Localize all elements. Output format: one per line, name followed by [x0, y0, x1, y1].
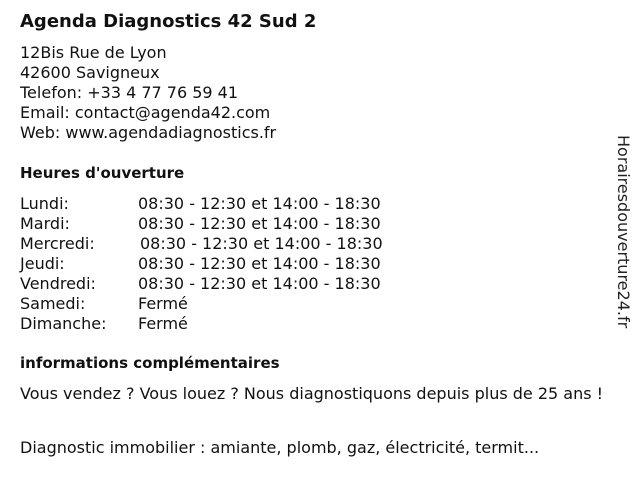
web-line: Web: www.agendadiagnostics.fr: [20, 123, 277, 142]
hours-row-mercredi: [20, 234, 610, 254]
day-label: Mardi:: [20, 214, 70, 233]
hours-heading: Heures d'ouverture: [20, 164, 185, 182]
day-label: Lundi:: [20, 194, 69, 213]
phone-line: Telefon: +33 4 77 76 59 41: [20, 83, 239, 102]
time-value: Fermé: [138, 314, 188, 333]
time-value: 08:30 - 12:30 et 14:00 - 18:30: [138, 214, 381, 233]
time-value: 08:30 - 12:30 et 14:00 - 18:30: [140, 234, 383, 253]
info-paragraph: Vous vendez ? Vous louez ? Nous diagnostiquons depuis plus de 25 ans !: [20, 384, 604, 403]
day-label: Dimanche:: [20, 314, 107, 333]
day-label: Jeudi:: [20, 254, 65, 273]
email-line: Email: contact@agenda42.com: [20, 103, 271, 122]
time-value: Fermé: [138, 294, 188, 313]
info-heading: informations complémentaires: [20, 354, 280, 372]
hours-row-mardi: [20, 214, 610, 234]
info-services: Diagnostic immobilier : amiante, plomb, gaz, électricité, termit...: [20, 438, 540, 457]
city-postal: 42600 Savigneux: [20, 63, 160, 82]
day-label: Vendredi:: [20, 274, 96, 293]
day-label: Mercredi:: [20, 234, 95, 253]
street-address: 12Bis Rue de Lyon: [20, 43, 167, 62]
business-name: Agenda Diagnostics 42 Sud 2: [20, 11, 317, 32]
contact-block: [20, 43, 276, 143]
hours-row-dimanche: [20, 314, 610, 334]
hours-table: [20, 194, 610, 334]
hours-row-samedi: [20, 294, 610, 314]
time-value: 08:30 - 12:30 et 14:00 - 18:30: [138, 254, 381, 273]
day-label: Samedi:: [20, 294, 86, 313]
time-value: 08:30 - 12:30 et 14:00 - 18:30: [138, 274, 381, 293]
time-value: 08:30 - 12:30 et 14:00 - 18:30: [138, 194, 381, 213]
hours-row-lundi: [20, 194, 610, 214]
hours-row-vendredi: [20, 274, 610, 294]
watermark-text: Horairesdouverture24.fr: [614, 135, 633, 329]
watermark: [612, 135, 634, 345]
hours-row-jeudi: [20, 254, 610, 274]
